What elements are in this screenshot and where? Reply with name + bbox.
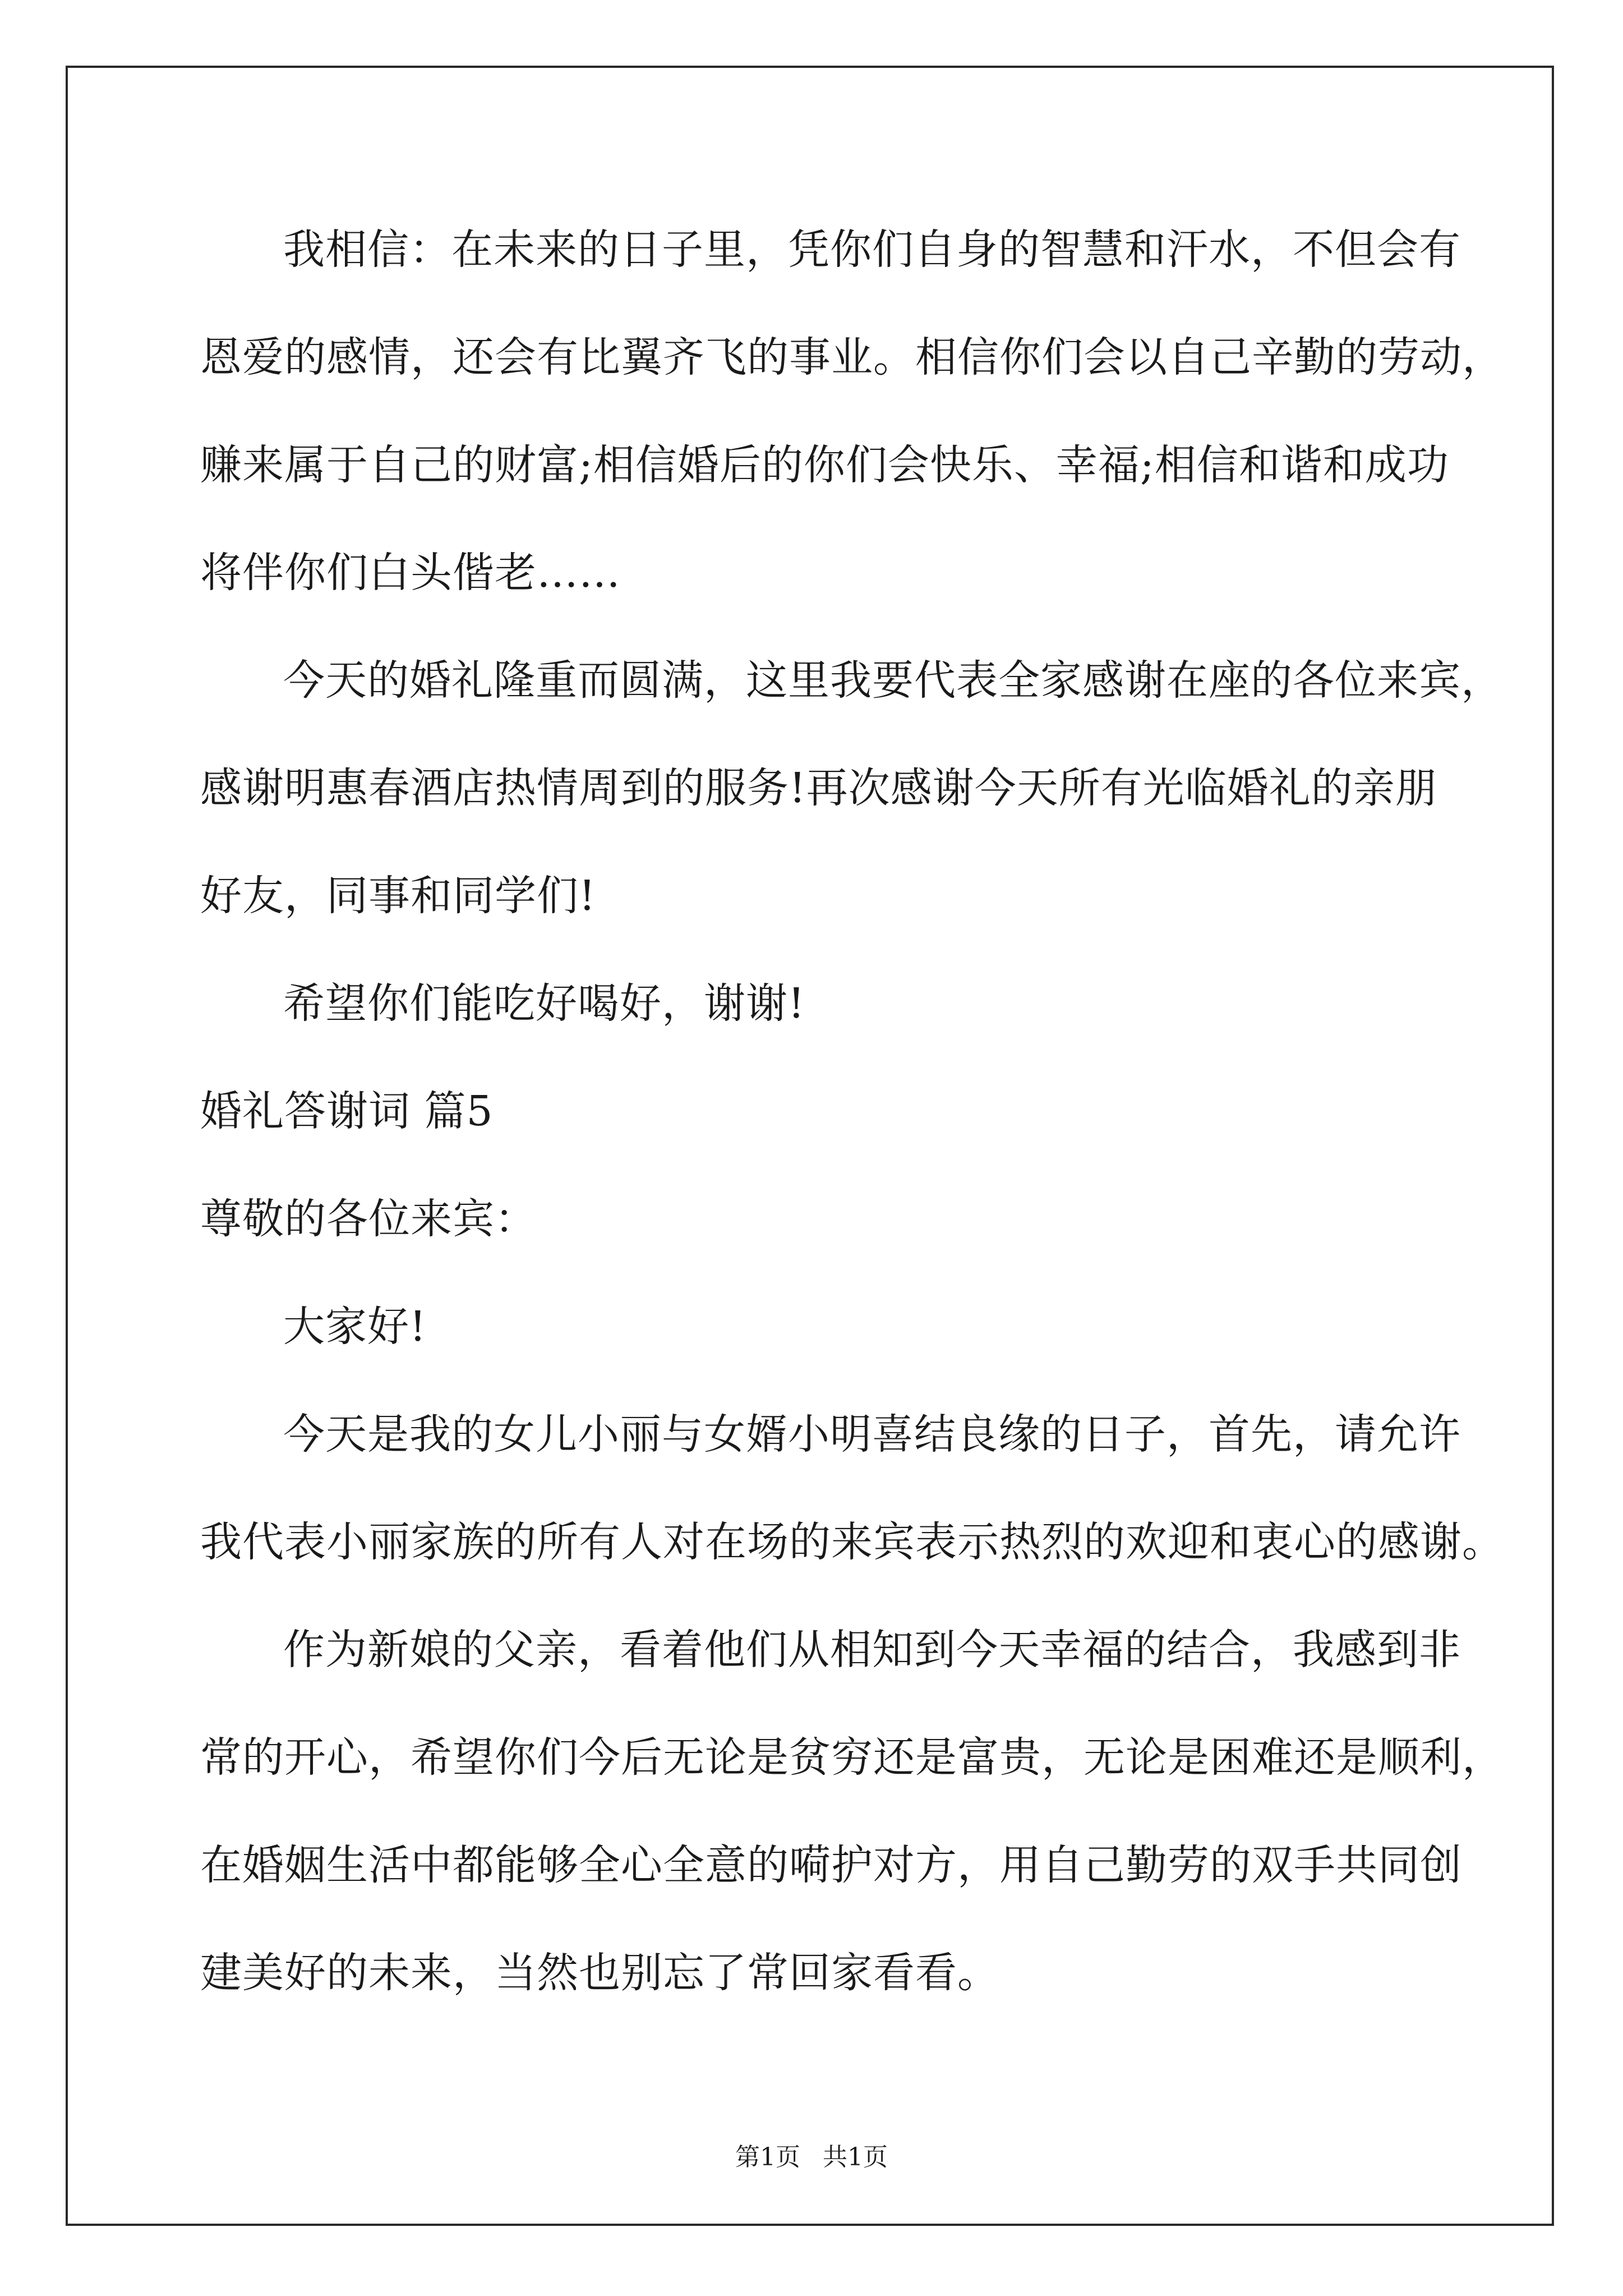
greeting: 大家好! [283,1303,427,1351]
paragraph-line: 恩爱的感情，还会有比翼齐飞的事业。相信你们会以自己辛勤的劳动， [200,333,1504,381]
paragraph-line: 作为新娘的父亲，看着他们从相知到今天幸福的结合，我感到非 [283,1626,1461,1674]
paragraph-line: 建美好的未来，当然也别忘了常回家看看。 [200,1949,999,1997]
document-body [200,213,1504,2044]
paragraph-line: 常的开心，希望你们今后无论是贫穷还是富贵，无论是困难还是顺利， [200,1733,1504,1782]
salutation: 尊敬的各位来宾： [200,1195,537,1243]
paragraph-line: 赚来属于自己的财富;相信婚后的你们会快乐、幸福;相信和谐和成功 [200,441,1449,489]
paragraph-line: 感谢明惠春酒店热情周到的服务!再次感谢今天所有光临婚礼的亲朋 [200,764,1437,812]
paragraph-line: 我代表小丽家族的所有人对在场的来宾表示热烈的欢迎和衷心的感谢。 [200,1518,1504,1566]
page-number: 第1页 [735,2143,800,2171]
paragraph-line: 好友，同事和同学们! [200,872,596,920]
page-total: 共1页 [823,2143,888,2171]
paragraph-line: 将伴你们白头偕老…… [200,549,621,597]
paragraph-line: 我相信：在未来的日子里，凭你们自身的智慧和汗水，不但会有 [283,226,1461,274]
paragraph-line: 今天是我的女儿小丽与女婿小明喜结良缘的日子，首先，请允许 [283,1410,1461,1458]
section-heading: 婚礼答谢词 篇5 [200,1087,494,1135]
paragraph-line: 在婚姻生活中都能够全心全意的嗬护对方，用自己勤劳的双手共同创 [200,1841,1462,1889]
paragraph-line: 今天的婚礼隆重而圆满，这里我要代表全家感谢在座的各位来宾， [283,656,1503,705]
paragraph-line: 希望你们能吃好喝好，谢谢! [283,979,805,1028]
page-footer [0,2141,1623,2174]
